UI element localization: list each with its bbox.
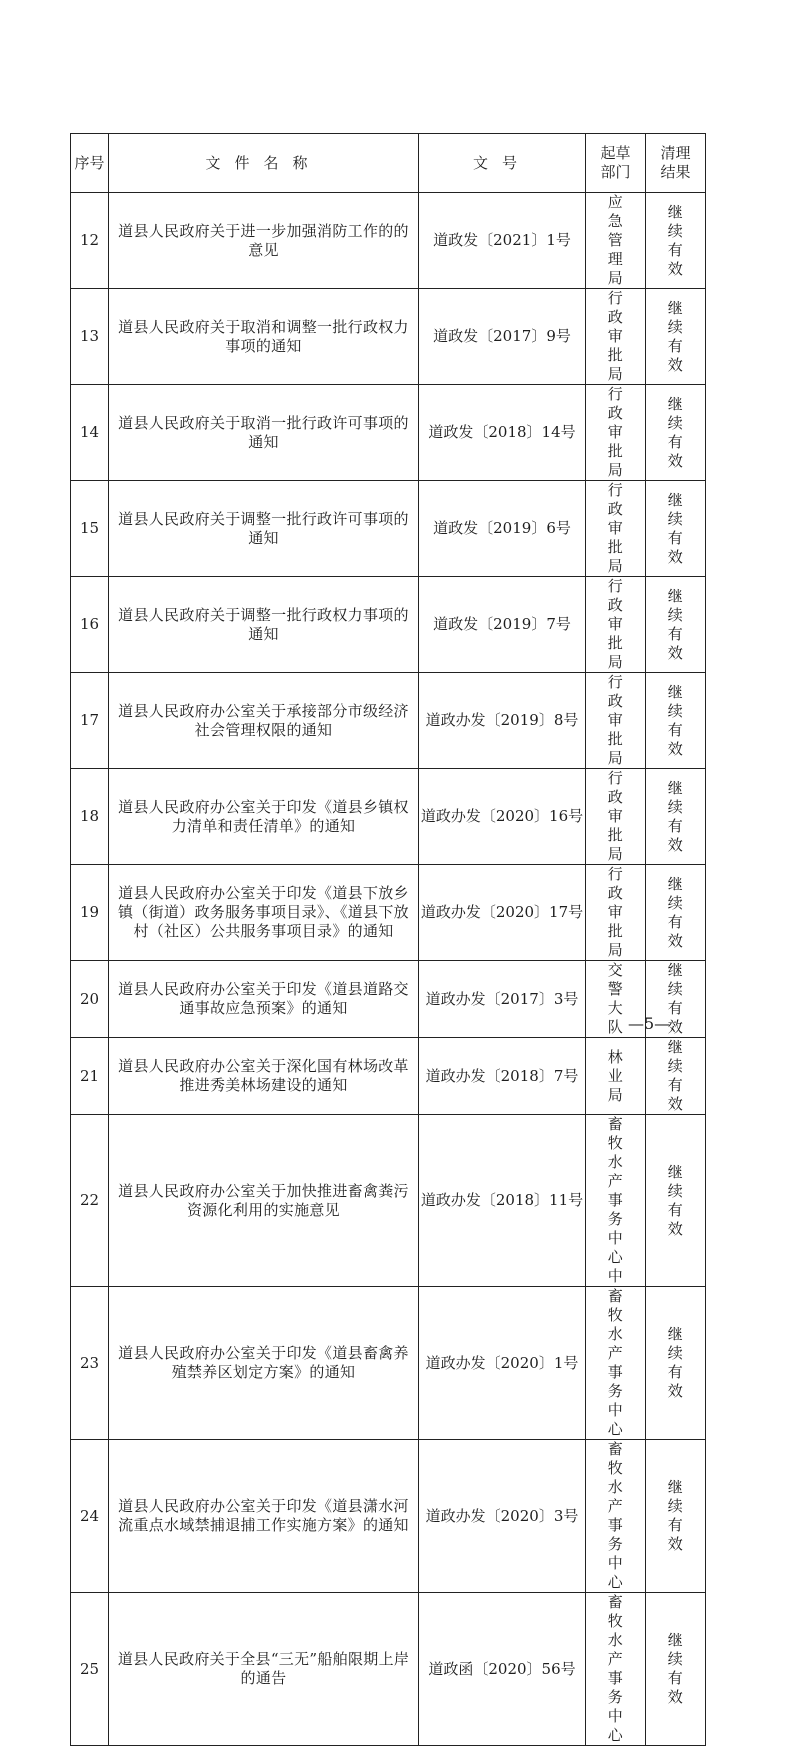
table-row — [71, 385, 706, 481]
row-result: 继续有效 — [646, 673, 706, 769]
row-seq: 23 — [71, 1287, 109, 1440]
row-file-name: 道县人民政府办公室关于印发《道县乡镇权力清单和责任清单》的通知 — [109, 769, 419, 865]
row-result: 继续有效 — [646, 193, 706, 289]
row-file-name: 道县人民政府办公室关于深化国有林场改革推进秀美林场建设的通知 — [109, 1038, 419, 1115]
row-result: 继续有效 — [646, 1440, 706, 1593]
row-file-name: 道县人民政府关于取消和调整一批行政权力事项的通知 — [109, 289, 419, 385]
document-table — [70, 133, 706, 1746]
header-row — [71, 134, 706, 193]
row-file-name: 道县人民政府办公室关于承接部分市级经济社会管理权限的通知 — [109, 673, 419, 769]
row-doc-number: 道政办发〔2020〕17号 — [419, 865, 586, 961]
row-result: 继续有效 — [646, 769, 706, 865]
table-row — [71, 1287, 706, 1440]
row-seq: 13 — [71, 289, 109, 385]
row-file-name: 道县人民政府关于进一步加强消防工作的的意见 — [109, 193, 419, 289]
row-seq: 12 — [71, 193, 109, 289]
row-file-name: 道县人民政府办公室关于印发《道县道路交通事故应急预案》的通知 — [109, 961, 419, 1038]
row-doc-number: 道政办发〔2020〕16号 — [419, 769, 586, 865]
row-drafting-dept: 行政审批局 — [586, 577, 646, 673]
row-drafting-dept: 行政审批局 — [586, 769, 646, 865]
table-body — [71, 193, 706, 1746]
row-seq: 24 — [71, 1440, 109, 1593]
row-result: 继续有效 — [646, 865, 706, 961]
row-doc-number: 道政办发〔2018〕11号 — [419, 1115, 586, 1287]
row-doc-number: 道政办发〔2019〕8号 — [419, 673, 586, 769]
row-drafting-dept: 畜牧水产事务中心中 — [586, 1115, 646, 1287]
row-seq: 19 — [71, 865, 109, 961]
page-number: —5— — [628, 1014, 671, 1033]
row-file-name: 道县人民政府关于调整一批行政许可事项的通知 — [109, 481, 419, 577]
row-file-name: 道县人民政府关于取消一批行政许可事项的通知 — [109, 385, 419, 481]
table-row — [71, 673, 706, 769]
table-row — [71, 289, 706, 385]
row-seq: 14 — [71, 385, 109, 481]
header-result: 清理结果 — [646, 134, 706, 193]
table-row — [71, 1038, 706, 1115]
row-doc-number: 道政发〔2018〕14号 — [419, 385, 586, 481]
row-result: 继续有效 — [646, 1287, 706, 1440]
row-drafting-dept: 畜牧水产事务中心 — [586, 1593, 646, 1746]
row-doc-number: 道政发〔2021〕1号 — [419, 193, 586, 289]
table-row — [71, 769, 706, 865]
row-seq: 22 — [71, 1115, 109, 1287]
table-row — [71, 865, 706, 961]
row-doc-number: 道政发〔2019〕6号 — [419, 481, 586, 577]
table-row — [71, 193, 706, 289]
row-file-name: 道县人民政府关于全县“三无”船舶限期上岸的通告 — [109, 1593, 419, 1746]
row-doc-number: 道政发〔2019〕7号 — [419, 577, 586, 673]
row-file-name: 道县人民政府办公室关于印发《道县下放乡镇（街道）政务服务事项目录》、《道县下放村（社区）公共服务事项目录》的通知 — [109, 865, 419, 961]
row-drafting-dept: 行政审批局 — [586, 673, 646, 769]
row-drafting-dept: 行政审批局 — [586, 481, 646, 577]
row-file-name: 道县人民政府办公室关于印发《道县畜禽养殖禁养区划定方案》的通知 — [109, 1287, 419, 1440]
row-seq: 25 — [71, 1593, 109, 1746]
row-doc-number: 道政办发〔2018〕7号 — [419, 1038, 586, 1115]
table-row — [71, 1440, 706, 1593]
table-row — [71, 577, 706, 673]
row-file-name: 道县人民政府办公室关于印发《道县潇水河流重点水域禁捕退捕工作实施方案》的通知 — [109, 1440, 419, 1593]
table-row — [71, 1115, 706, 1287]
row-result: 继续有效 — [646, 289, 706, 385]
header-dept: 起草部门 — [586, 134, 646, 193]
row-doc-number: 道政函〔2020〕56号 — [419, 1593, 586, 1746]
row-file-name: 道县人民政府关于调整一批行政权力事项的通知 — [109, 577, 419, 673]
header-seq: 序号 — [71, 134, 109, 193]
row-drafting-dept: 畜牧水产事务中心 — [586, 1440, 646, 1593]
row-result: 继续有效 — [646, 1593, 706, 1746]
row-drafting-dept: 畜牧水产事务中心 — [586, 1287, 646, 1440]
row-drafting-dept: 行政审批局 — [586, 865, 646, 961]
row-seq: 15 — [71, 481, 109, 577]
row-doc-number: 道政办发〔2017〕3号 — [419, 961, 586, 1038]
row-doc-number: 道政办发〔2020〕3号 — [419, 1440, 586, 1593]
row-seq: 16 — [71, 577, 109, 673]
table-header — [71, 134, 706, 193]
row-seq: 18 — [71, 769, 109, 865]
row-seq: 21 — [71, 1038, 109, 1115]
row-result: 继续有效 — [646, 1115, 706, 1287]
row-drafting-dept: 交警大队 — [586, 961, 646, 1038]
row-drafting-dept: 林业局 — [586, 1038, 646, 1115]
row-seq: 17 — [71, 673, 109, 769]
row-result: 继续有效 — [646, 481, 706, 577]
row-doc-number: 道政发〔2017〕9号 — [419, 289, 586, 385]
row-file-name: 道县人民政府办公室关于加快推进畜禽粪污资源化利用的实施意见 — [109, 1115, 419, 1287]
row-result: 继续有效 — [646, 577, 706, 673]
row-doc-number: 道政办发〔2020〕1号 — [419, 1287, 586, 1440]
row-seq: 20 — [71, 961, 109, 1038]
table-row — [71, 961, 706, 1038]
header-number: 文号 — [419, 134, 586, 193]
row-drafting-dept: 行政审批局 — [586, 289, 646, 385]
header-name: 文件名称 — [109, 134, 419, 193]
row-drafting-dept: 行政审批局 — [586, 385, 646, 481]
row-result: 继续有效 — [646, 961, 706, 1038]
table-row — [71, 1593, 706, 1746]
table-row — [71, 481, 706, 577]
row-result: 继续有效 — [646, 1038, 706, 1115]
row-result: 继续有效 — [646, 385, 706, 481]
row-drafting-dept: 应急管理局 — [586, 193, 646, 289]
